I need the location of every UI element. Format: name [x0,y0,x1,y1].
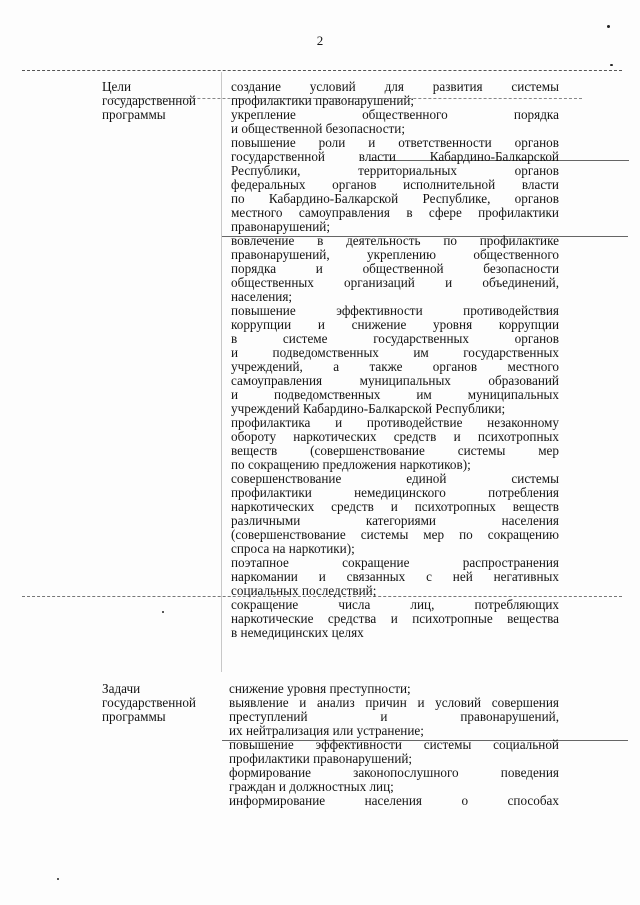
text-line: правонарушений; [231,219,331,234]
text-line: (совершенствование системы мер по сокращению [231,527,559,542]
text-line: Республики, территориальных органов [231,163,559,178]
paragraph [231,234,559,304]
text-line: правонарушений, укреплению общественного [231,247,559,262]
paragraph [231,136,559,234]
tasks-label-line: Задачи [102,681,141,696]
text-line: коррупции и снижение уровня коррупции [231,317,559,332]
text-line: их нейтрализация или устранение; [229,723,424,738]
text-line: и подведомственных им муниципальных [231,387,559,402]
text-line: поэтапное сокращение распространения [231,555,559,570]
text-line: выявление и анализ причин и условий совершения [229,695,559,710]
text-line: в системе государственных органов [231,331,559,346]
scan-speck [162,611,164,613]
text-line: создание условий для развития системы [231,79,559,94]
text-line: учреждений Кабардино-Балкарской Республики; [231,401,506,416]
text-line: повышение эффективности системы социальной [229,737,559,752]
scan-speck [607,25,610,28]
text-line: наркотические средства и психотропные вещества [231,611,559,626]
text-line: снижение уровня преступности; [229,681,411,696]
text-line: учреждений, а также органов местного [231,359,559,374]
paragraph [231,416,559,472]
text-line: социальных последствий; [231,583,377,598]
text-line: общественных организаций и объединений, [231,275,559,290]
paragraph [231,556,559,598]
text-line: профилактика и противодействие незаконному [231,415,559,430]
page-number: 2 [316,33,324,48]
paragraph [231,598,559,640]
scan-speck [57,878,59,880]
text-line: федеральных органов исполнительной власти [231,177,559,192]
text-line: спроса на наркотики); [231,541,355,556]
text-line: наркотических средств и психотропных веществ [231,499,559,514]
text-line: преступлений и правонарушений, [229,709,559,724]
text-line: населения; [231,289,293,304]
text-line: профилактики правонарушений; [231,93,415,108]
text-line: формирование законопослушного поведения [229,765,559,780]
paragraph [231,80,559,108]
tasks-text [229,682,559,808]
text-line: наркомании и связанных с ней негативных [231,569,559,584]
paragraph [229,766,559,794]
goals-label-line: государственной [102,93,196,108]
paragraph [229,794,559,808]
text-line: и общественной безопасности; [231,121,406,136]
tasks-label-line: государственной [102,695,196,710]
text-line: по Кабардино-Балкарской Республике, органов [231,191,559,206]
column-divider [221,72,222,672]
text-line: профилактики правонарушений; [229,751,413,766]
tasks-label [102,682,222,724]
text-line: повышение эффективности противодействия [231,303,559,318]
text-line: порядка и общественной безопасности [231,261,559,276]
text-line: укрепление общественного порядка [231,107,559,122]
text-line: государственной власти Кабардино-Балкарской [231,149,559,164]
goals-label [102,80,222,122]
text-line: в немедицинских целях [231,625,364,640]
text-line: профилактики немедицинского потребления [231,485,559,500]
text-line: по сокращению предложения наркотиков); [231,457,471,472]
text-line: и подведомственных им государственных [231,345,559,360]
table-top-rule [22,70,622,71]
text-line: местного самоуправления в сфере профилактики [231,205,559,220]
paragraph [231,304,559,416]
tasks-label-line: программы [102,709,166,724]
scan-speck [610,64,613,66]
goals-text [231,80,559,640]
paragraph [231,472,559,556]
paragraph [231,108,559,136]
text-line: информирование населения о способах [229,793,559,808]
text-line: повышение роли и ответственности органов [231,135,559,150]
paragraph [229,682,559,696]
text-line: различными категориями населения [231,513,559,528]
goals-label-line: Цели [102,79,132,94]
text-line: граждан и должностных лиц; [229,779,394,794]
text-line: веществ (совершенствование системы мер [231,443,559,458]
goals-label-line: программы [102,107,166,122]
text-line: самоуправления муниципальных образований [231,373,559,388]
text-line: обороту наркотических средств и психотропных [231,429,559,444]
text-line: совершенствование единой системы [231,471,559,486]
text-line: вовлечение в деятельность по профилактике [231,233,559,248]
paragraph [229,696,559,738]
text-line: сокращение числа лиц, потребляющих [231,597,559,612]
paragraph [229,738,559,766]
